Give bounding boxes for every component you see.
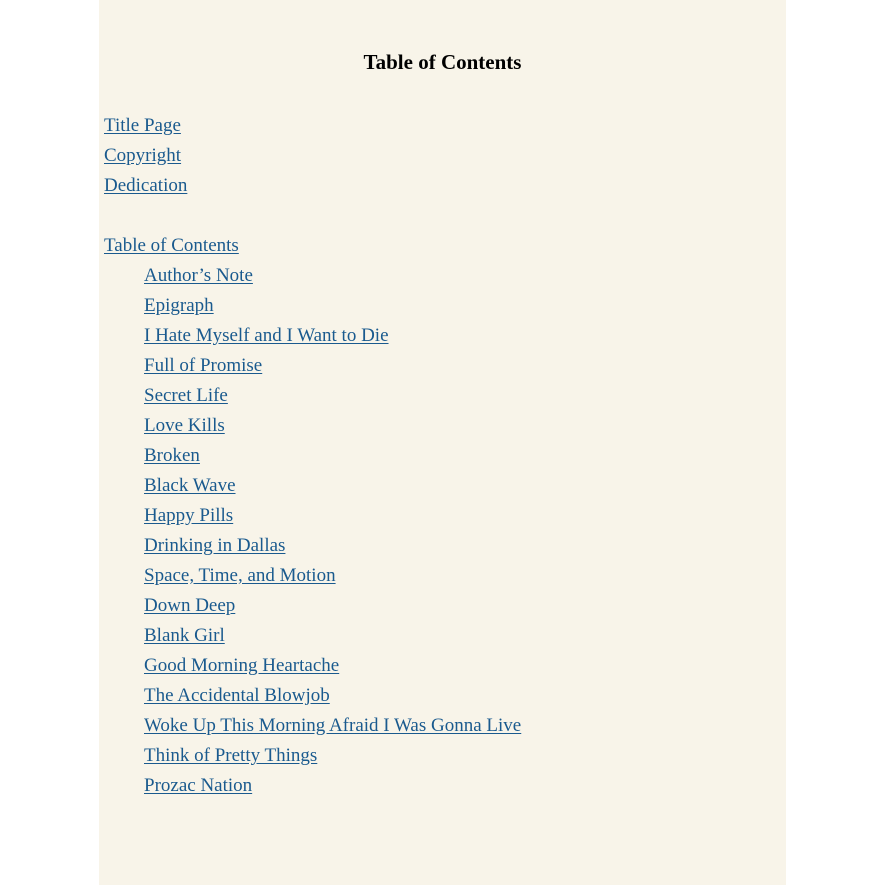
toc-link-chapter[interactable]: Happy Pills (144, 505, 234, 526)
list-item (104, 291, 521, 321)
list-item (104, 771, 521, 801)
list-item (104, 111, 521, 141)
toc-link-chapter[interactable]: Broken (144, 445, 200, 466)
ebook-page (99, 0, 786, 885)
list-item (104, 441, 521, 471)
toc-link-chapter[interactable]: Good Morning Heartache (144, 655, 340, 676)
toc-link-chapter[interactable]: I Hate Myself and I Want to Die (144, 325, 389, 346)
toc-link-chapter[interactable]: Blank Girl (144, 625, 225, 646)
toc-link-dedication[interactable]: Dedication (104, 175, 188, 196)
list-item (104, 591, 521, 621)
list-item (104, 531, 521, 561)
list-item (104, 141, 521, 171)
toc-link-chapter[interactable]: Full of Promise (144, 355, 263, 376)
toc-link-authors-note[interactable]: Author’s Note (144, 265, 253, 286)
list-item (104, 351, 521, 381)
list-item (104, 651, 521, 681)
toc-link-chapter[interactable]: Think of Pretty Things (144, 745, 318, 766)
toc-link-chapter[interactable]: The Accidental Blowjob (144, 685, 330, 706)
list-item (104, 381, 521, 411)
toc-link-chapter[interactable]: Secret Life (144, 385, 228, 406)
list-item (104, 471, 521, 501)
list-item (104, 501, 521, 531)
list-item (104, 171, 521, 201)
toc-list (104, 111, 521, 801)
list-item (104, 711, 521, 741)
list-item (104, 321, 521, 351)
toc-link-chapter[interactable]: Space, Time, and Motion (144, 565, 336, 586)
toc-link-epigraph[interactable]: Epigraph (144, 295, 214, 316)
list-item (104, 561, 521, 591)
page-title: Table of Contents (363, 50, 522, 74)
toc-link-chapter[interactable]: Woke Up This Morning Afraid I Was Gonna Live (144, 715, 522, 736)
toc-link-title-page[interactable]: Title Page (104, 115, 181, 136)
list-item (104, 681, 521, 711)
list-item (104, 231, 521, 261)
list-item (104, 411, 521, 441)
toc-link-chapter[interactable]: Love Kills (144, 415, 225, 436)
toc-link-copyright[interactable]: Copyright (104, 145, 182, 166)
toc-link-chapter[interactable]: Black Wave (144, 475, 236, 496)
list-item (104, 741, 521, 771)
toc-link-chapter[interactable]: Down Deep (144, 595, 236, 616)
toc-link-table-of-contents[interactable]: Table of Contents (104, 235, 239, 256)
toc-link-chapter[interactable]: Drinking in Dallas (144, 535, 286, 556)
list-item (104, 261, 521, 291)
list-item (104, 621, 521, 651)
toc-link-chapter[interactable]: Prozac Nation (144, 775, 253, 796)
